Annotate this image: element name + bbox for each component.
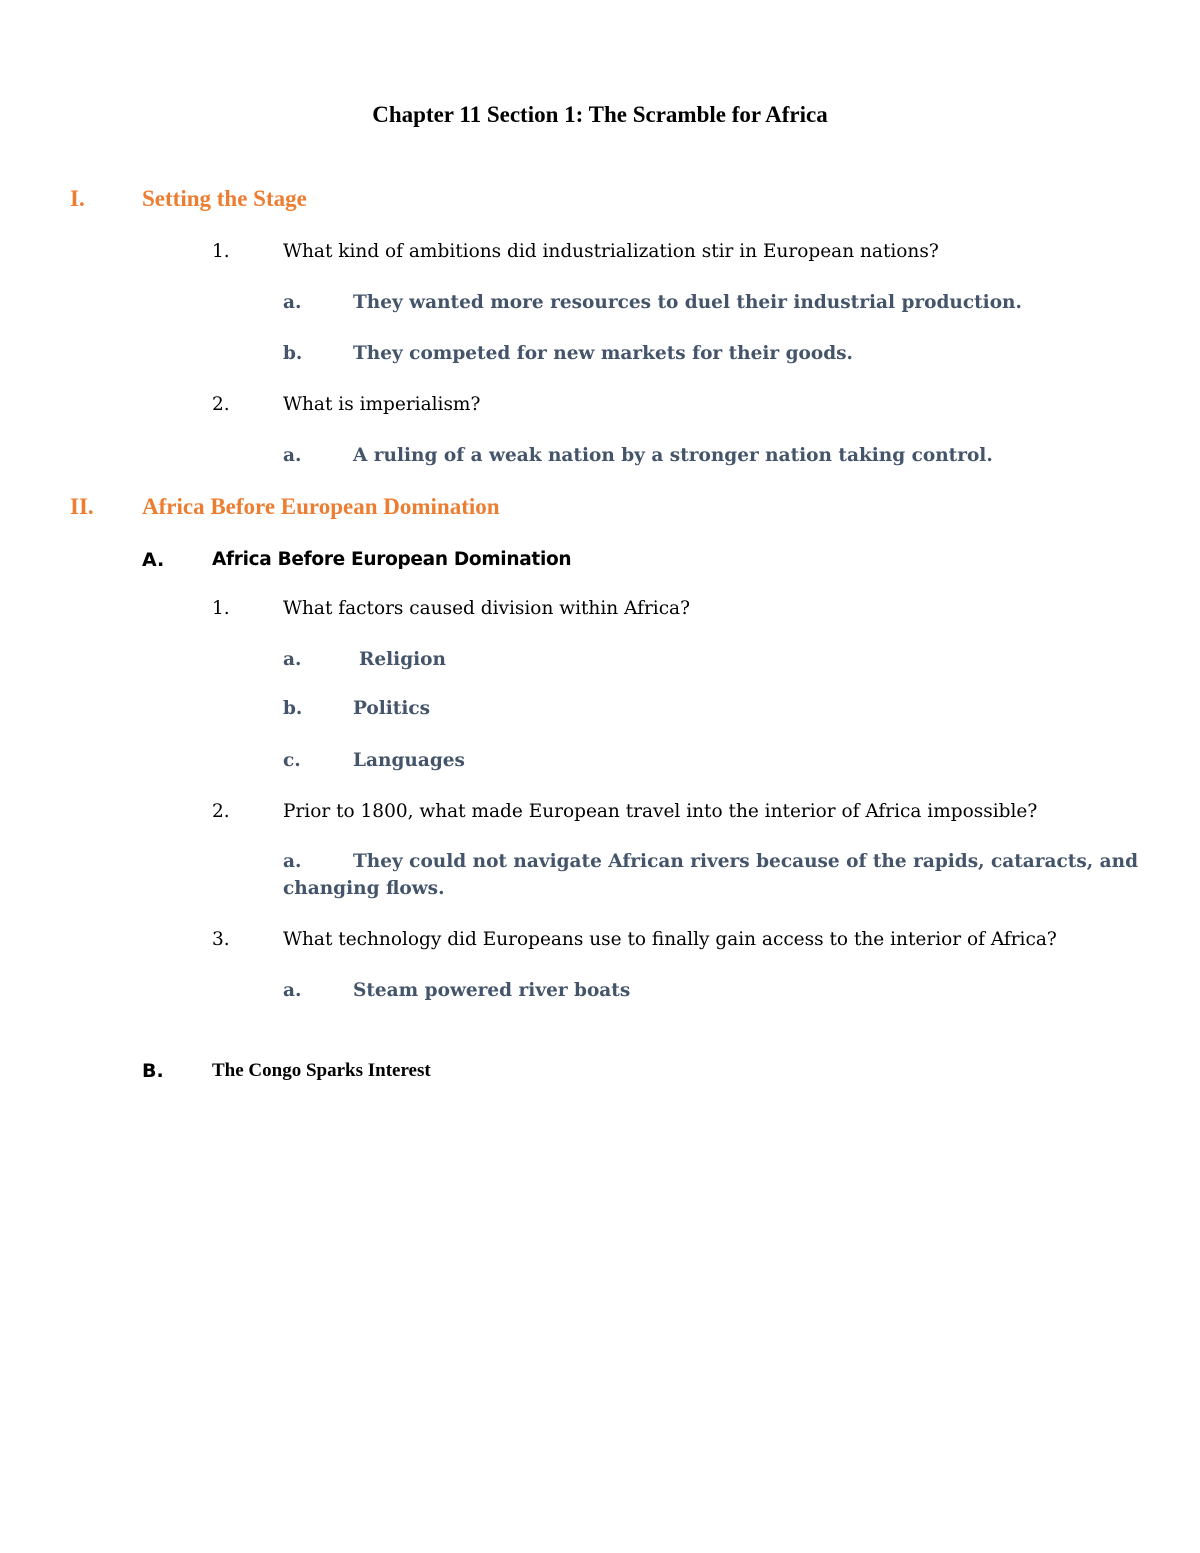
section-numeral: II. (70, 494, 94, 519)
answer-text: They wanted more resources to duel their industrial production. (353, 292, 1022, 313)
question-number: 2. (212, 801, 230, 822)
question-number: 1. (212, 598, 230, 619)
question-number: 2. (212, 394, 230, 415)
section-title: Africa Before European Domination (142, 494, 500, 519)
question-text: Prior to 1800, what made European travel into the interior of Africa impossible? (283, 801, 1038, 822)
answer-text: Religion (359, 649, 446, 670)
answer-letter: a. (283, 445, 302, 466)
answer-text: They competed for new markets for their goods. (353, 343, 853, 364)
answer-text: Languages (353, 750, 465, 771)
subsection-letter: B. (142, 1060, 164, 1082)
answer-text: Steam powered river boats (353, 980, 631, 1001)
answer-text: Politics (353, 698, 431, 719)
answer-letter: a. (283, 851, 302, 872)
section-title: Setting the Stage (142, 186, 307, 211)
question-text: What factors caused division within Africa? (283, 598, 691, 619)
question-text: What technology did Europeans use to finally gain access to the interior of Africa? (283, 929, 1057, 950)
answer-letter: a. (283, 980, 302, 1001)
subsection-title: Africa Before European Domination (212, 549, 572, 570)
question-text: What is imperialism? (283, 394, 481, 415)
answer-text: They could not navigate African rivers because of the rapids, cataracts, and changing flows. (283, 851, 1139, 899)
answer-letter: c. (283, 750, 301, 771)
question-number: 1. (212, 241, 230, 262)
question-number: 3. (212, 929, 230, 950)
answer-text: A ruling of a weak nation by a stronger nation taking control. (353, 445, 993, 466)
answer-item (283, 848, 1143, 902)
document-title: Chapter 11 Section 1: The Scramble for Africa (372, 102, 828, 127)
subsection-title: The Congo Sparks Interest (212, 1060, 431, 1081)
subsection-letter: A. (142, 549, 165, 571)
section-numeral: I. (70, 186, 85, 211)
answer-letter: b. (283, 698, 303, 719)
answer-letter: a. (283, 292, 302, 313)
answer-letter: a. (283, 649, 302, 670)
question-text: What kind of ambitions did industrialization stir in European nations? (283, 241, 939, 262)
answer-letter: b. (283, 343, 303, 364)
